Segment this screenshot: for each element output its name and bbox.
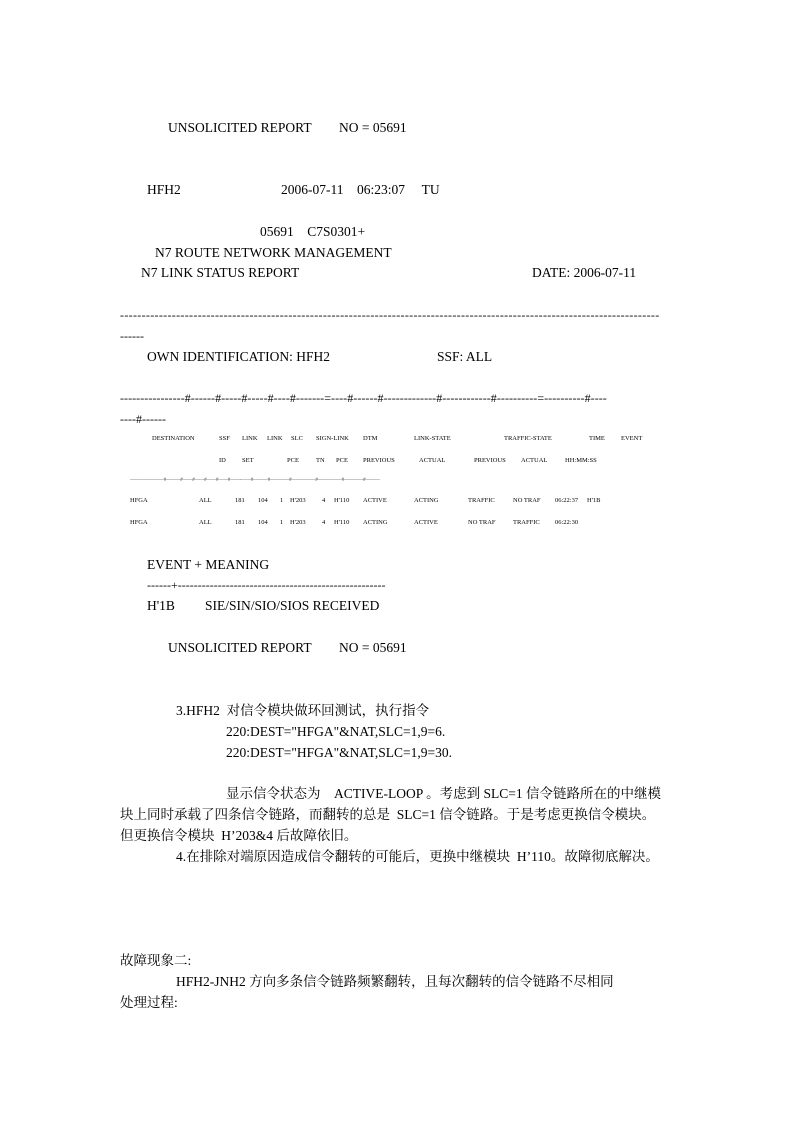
- table-cell: 181: [235, 519, 245, 526]
- table-cell: NO TRAF: [468, 519, 496, 526]
- table-cell: H'110: [334, 519, 350, 526]
- table-cell: H'110: [334, 497, 350, 504]
- command-line-2: 220:DEST="HFGA"&NAT,SLC=1,9=30.: [226, 745, 452, 760]
- report-title-link-status: N7 LINK STATUS REPORT: [141, 265, 300, 280]
- table-cell: 1: [280, 519, 284, 526]
- table-cell: ACTIVE: [414, 519, 438, 526]
- report-label-footer: UNSOLICITED REPORT: [168, 640, 312, 655]
- table-cell: 4: [322, 519, 326, 526]
- report-number-footer: NO = 05691: [339, 640, 407, 655]
- col-header-event: EVENT: [621, 435, 643, 442]
- col-subheader-pce: PCE: [287, 457, 299, 464]
- col-subheader-set: SET: [242, 457, 254, 464]
- event-heading: EVENT + MEANING: [147, 557, 270, 572]
- step-4-text: 4.在排除对端原因造成信令翻转的可能后，更换中继模块 H’110。故障彻底解决。: [176, 849, 659, 864]
- table-cell: H'203: [290, 519, 306, 526]
- col-subheader-actual: ACTUAL: [419, 457, 446, 464]
- col-subheader-actual: ACTUAL: [521, 457, 548, 464]
- column-rule: ----------------#------#-----#-----#----#-------=----#------#-------------#------------#----------=----------#----: [120, 391, 607, 405]
- table-cell: H'203: [290, 497, 306, 504]
- col-header-destination: DESTINATION: [152, 435, 195, 442]
- table-cell: 4: [322, 497, 326, 504]
- divider-rule: -----------------------------------------------------------------------------------------------------------------------------: [120, 308, 660, 322]
- table-cell: 1: [280, 497, 284, 504]
- report-number: NO = 05691: [339, 120, 407, 135]
- table-cell: 06:22:37: [555, 497, 579, 504]
- table-cell: H'1B: [587, 497, 601, 504]
- col-header-slc: SLC: [291, 435, 303, 442]
- col-subheader-tn: TN: [316, 457, 325, 464]
- table-cell: HFGA: [130, 519, 148, 526]
- col-subheader-previous: PREVIOUS: [363, 457, 395, 464]
- event-meaning: SIE/SIN/SIO/SIOS RECEIVED: [205, 598, 380, 613]
- event-code: H'1B: [147, 598, 175, 613]
- report-code: 05691 C7S0301+: [260, 224, 366, 239]
- fault-2-title: 故障现象二:: [120, 953, 192, 968]
- divider-rule-cont: ------: [120, 329, 144, 343]
- step-3-text: 3.HFH2 对信令模块做环回测试，执行指令: [176, 703, 430, 718]
- col-header-sign-link: SIGN-LINK: [316, 435, 349, 442]
- report-date: DATE: 2006-07-11: [532, 265, 637, 280]
- report-datetime: 2006-07-11 06:23:07 TU: [281, 182, 440, 197]
- col-header-ssf: SSF: [219, 435, 230, 442]
- paragraph-line: 块上同时承载了四条信令链路，而翻转的总是 SLC=1 信令链路。于是考虑更换信令模块。: [120, 807, 656, 822]
- col-subheader-time: HH:MM:SS: [565, 457, 597, 464]
- table-divider: ———————#———#——#——#——#——#——-——#———#————#—————#—————#————#———: [130, 478, 380, 483]
- col-header-time: TIME: [589, 435, 605, 442]
- paragraph-line: 显示信令状态为 ACTIVE-LOOP 。考虑到 SLC=1 信令链路所在的中继模: [226, 786, 661, 801]
- col-subheader-id: ID: [219, 457, 226, 464]
- table-cell: ACTIVE: [363, 497, 387, 504]
- table-cell: 104: [258, 497, 268, 504]
- table-cell: ACTING: [363, 519, 388, 526]
- ssf-value: SSF: ALL: [437, 349, 493, 364]
- col-header-link: LINK: [242, 435, 258, 442]
- table-cell: ALL: [199, 519, 212, 526]
- report-label: UNSOLICITED REPORT: [168, 120, 312, 135]
- table-cell: ACTING: [414, 497, 439, 504]
- col-header-link-state: LINK-STATE: [414, 435, 451, 442]
- column-rule-cont: ----#------: [120, 412, 166, 426]
- process-label: 处理过程:: [120, 995, 178, 1010]
- table-cell: TRAFFIC: [468, 497, 495, 504]
- own-identification: OWN IDENTIFICATION: HFH2: [147, 349, 330, 364]
- table-cell: 104: [258, 519, 268, 526]
- col-subheader-previous: PREVIOUS: [474, 457, 506, 464]
- col-header-link: LINK: [267, 435, 283, 442]
- table-cell: NO TRAF: [513, 497, 541, 504]
- paragraph-line: 但更换信令模块 H’203&4 后故障依旧。: [120, 828, 358, 843]
- table-cell: ALL: [199, 497, 212, 504]
- report-title-network: N7 ROUTE NETWORK MANAGEMENT: [155, 245, 392, 260]
- fault-2-description: HFH2-JNH2 方向多条信令链路频繁翻转，且每次翻转的信令链路不尽相同: [176, 974, 614, 989]
- table-cell: TRAFFIC: [513, 519, 540, 526]
- table-cell: 06:22:30: [555, 519, 579, 526]
- host-name: HFH2: [147, 182, 181, 197]
- col-header-dtm: DTM: [363, 435, 378, 442]
- event-rule: ------+----------------------------------------------------: [147, 578, 386, 592]
- table-cell: 181: [235, 497, 245, 504]
- col-header-traffic-state: TRAFFIC-STATE: [504, 435, 552, 442]
- command-line-1: 220:DEST="HFGA"&NAT,SLC=1,9=6.: [226, 724, 446, 739]
- table-cell: HFGA: [130, 497, 148, 504]
- col-subheader-pce: PCE: [336, 457, 348, 464]
